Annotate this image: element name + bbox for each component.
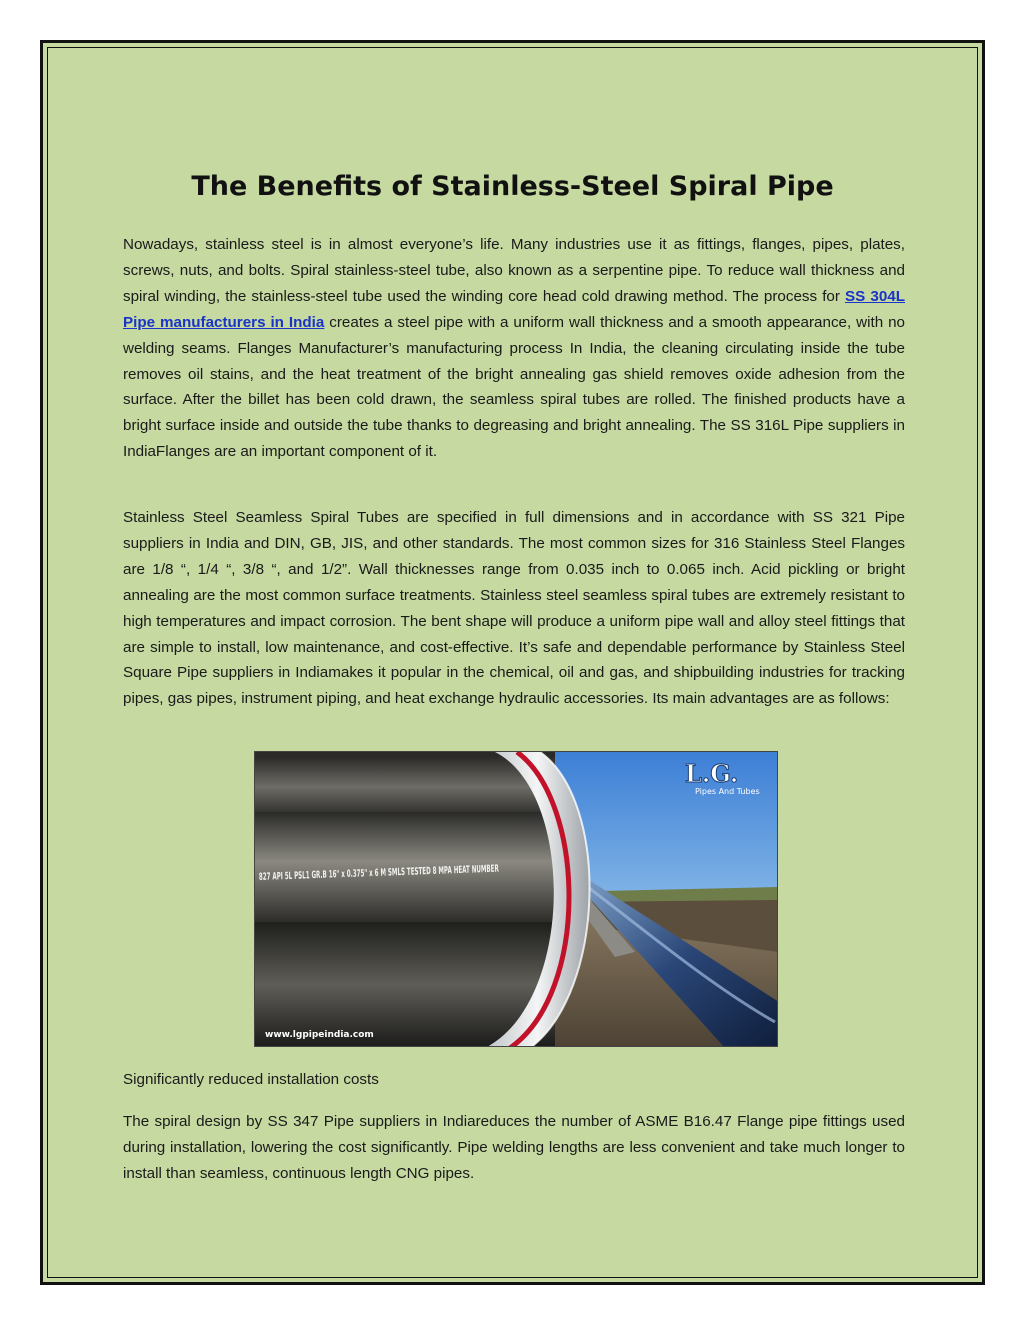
paragraph-specifications: Stainless Steel Seamless Spiral Tubes are specified in full dimensions and in accordance with SS 321 Pipe suppliers in India and DIN, GB, JIS, and other standards. The most common sizes for 316 Stainless Steel Flanges are 1/8 “, 1/4 “, 3/8 “, and 1/2”. Wall thicknesses range from 0.035 inch to 0.065 inch. Acid pickling or bright annealing are the most common surface treatments. Stainless steel seamless spiral tubes are extremely resistant to high temperatures and impact corrosion. The bent shape will produce a uniform pipe wall and alloy steel fittings that are simple to install, low maintenance, and cost-effective. It’s safe and dependable performance by Stainless Steel Square Pipe suppliers in Indiamakes it popular in the chemical, oil and gas, and shipbuilding industries for tracking pipes, gas pipes, instrument piping, and heat exchange hydraulic accessories. Its main advantages are as follows: <box>123 509 905 708</box>
lg-logo-subtitle: Pipes And Tubes <box>695 787 760 796</box>
ss-304l-pipe-link[interactable]: SS 304L Pipe manufacturers in India <box>123 287 905 331</box>
pipe-marking-text: 827 API 5L PSL1 GR.B 16" x 0.375" x 6 M SMLS TESTED 8 MPA HEAT NUMBER <box>258 856 691 883</box>
pipeline-photo <box>254 751 778 1047</box>
paragraph-intro-text-end: creates a steel pipe with a uniform wall thickness and a smooth appearance, with no welding seams. Flanges Manufacturer’s manufacturing process In India, the cleaning circulating inside the tube removes oil stains, and the heat treatment of the bright annealing gas shield removes oxide adhesion from the surface. After the billet has been cold drawn, the seamless spiral tubes are rolled. The finished products have a bright surface inside and outside the tube thanks to degreasing and bright annealing. The SS 316L Pipe suppliers in IndiaFlanges are an important component of it. <box>123 313 905 461</box>
paragraph-intro-text-start: Nowadays, stainless steel is in almost everyone’s life. Many industries use it as fittings, flanges, pipes, plates, screws, nuts, and bolts. Spiral stainless-steel tube, also known as a serpentine pipe. To reduce wall thickness and spiral winding, the stainless-steel tube used the winding core head cold drawing method. The process for <box>123 236 905 305</box>
subheading-installation-costs: Significantly reduced installation costs <box>123 1071 379 1088</box>
page-frame <box>40 40 985 1285</box>
page-title: The Benefits of Stainless-Steel Spiral Pipe <box>191 171 834 202</box>
website-text: www.lgpipeindia.com <box>265 1030 374 1040</box>
lg-logo-text: L.G. <box>685 759 739 788</box>
paragraph-installation: The spiral design by SS 347 Pipe suppliers in Indiareduces the number of ASME B16.47 Flange pipe fittings used during installation, lowering the cost significantly. Pipe welding lengths are less convenient and take much longer to install than seamless, continuous length CNG pipes. <box>123 1113 905 1182</box>
paragraph-intro <box>123 232 905 465</box>
